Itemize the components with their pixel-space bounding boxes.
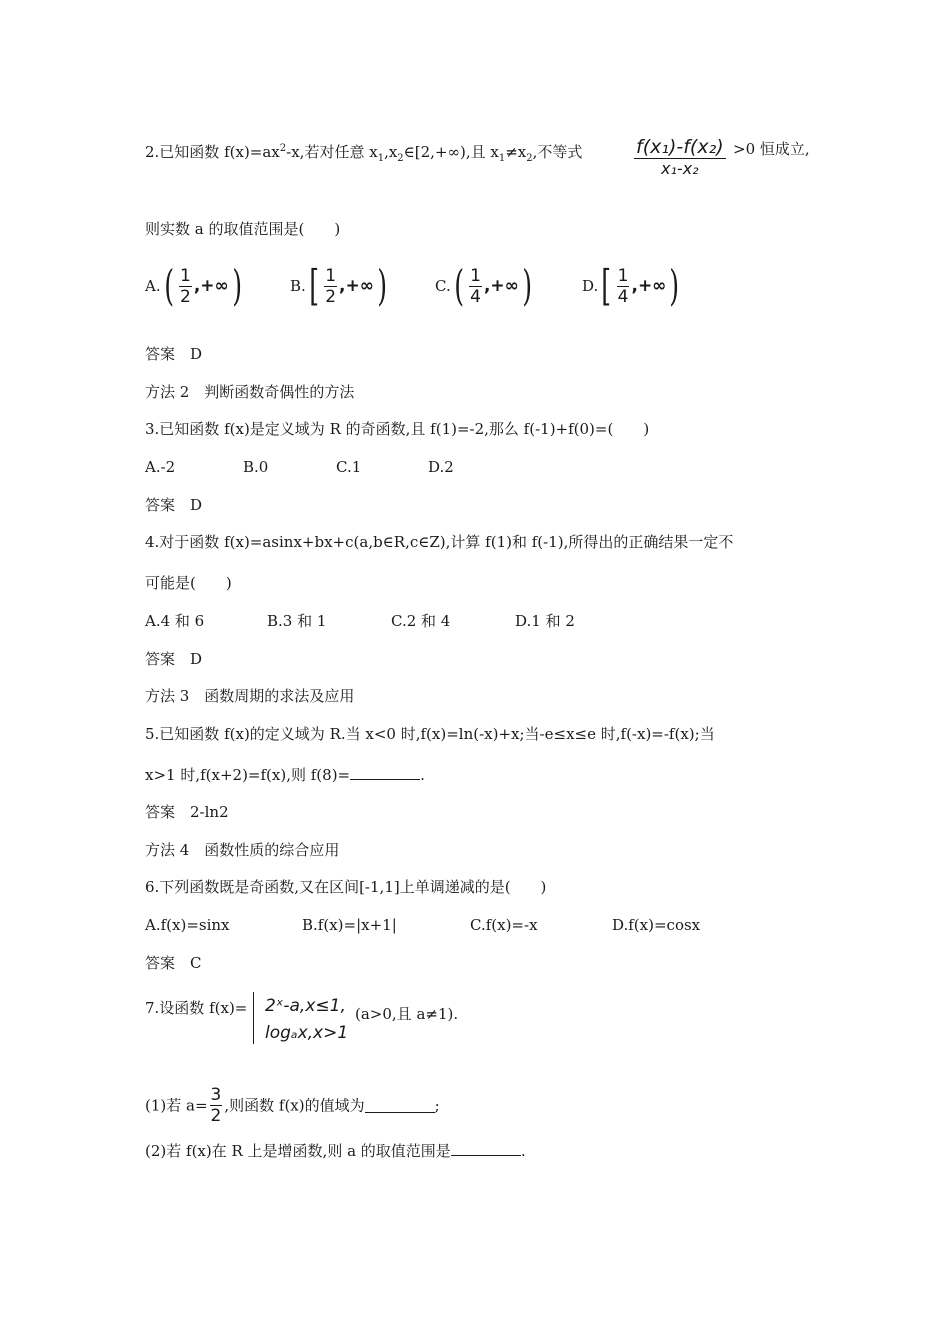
- fraction-numerator: 1: [617, 265, 629, 286]
- q7-stem-part: 7.设函数 f(x)=: [145, 999, 248, 1017]
- fraction-denominator: 4: [617, 286, 629, 307]
- option-label: B.: [290, 277, 306, 295]
- q2-stem-part: ∈[2,+∞),且 x: [403, 143, 499, 161]
- q4-option-b: B.3 和 1: [267, 612, 327, 630]
- q7-part-1: [145, 1085, 440, 1126]
- q5-stem-line2: [145, 765, 425, 784]
- answer-blank: [365, 1098, 435, 1113]
- q2-option-a: [145, 261, 245, 310]
- q7-condition: (a>0,且 a≠1).: [355, 1005, 459, 1023]
- q3-answer: 答案 D: [145, 496, 203, 514]
- fraction-numerator: 1: [470, 265, 481, 286]
- method-4-heading: 方法 4 函数性质的综合应用: [145, 841, 340, 859]
- fraction-numerator: 1: [180, 265, 191, 286]
- q7-part-2-text: .: [520, 1142, 526, 1160]
- right-bracket: ): [669, 261, 680, 310]
- left-bracket: [: [601, 261, 612, 310]
- option-infinity: ,+∞: [339, 276, 374, 296]
- fraction-denominator: 4: [470, 286, 481, 307]
- q4-option-c: C.2 和 4: [391, 612, 451, 630]
- q3-option-c: C.1: [336, 458, 362, 476]
- q2-stem-part: -x,若对任意 x: [286, 143, 378, 161]
- fraction-denominator: x₁-x₂: [661, 159, 699, 178]
- fraction-numerator: 3: [210, 1085, 222, 1105]
- q3-option-a: A.-2: [145, 458, 176, 476]
- q3-stem: 3.已知函数 f(x)是定义域为 R 的奇函数,且 f(1)=-2,那么 f(-1)+f(0)=( ): [145, 420, 650, 438]
- subscript: 2: [397, 153, 404, 164]
- right-bracket: ): [522, 261, 532, 310]
- option-infinity: ,+∞: [193, 276, 229, 296]
- q7-stem: [145, 997, 247, 1018]
- q7-part-1-text: ;: [434, 1096, 440, 1115]
- option-fraction: [617, 266, 630, 307]
- q2-stem-part: ,不等式: [532, 143, 583, 161]
- q6-option-a: A.f(x)=sinx: [145, 916, 230, 934]
- q2-answer: 答案 D: [145, 345, 203, 363]
- subscript: 1: [498, 153, 506, 164]
- left-bracket: (: [453, 261, 464, 310]
- q5-stem-line1: 5.已知函数 f(x)的定义域为 R.当 x<0 时,f(x)=ln(-x)+x;当-e≤x≤e 时,f(-x)=-f(x);当: [145, 725, 715, 743]
- method-3-heading: 方法 3 函数周期的求法及应用: [145, 687, 355, 705]
- option-infinity: ,+∞: [483, 276, 519, 296]
- subscript: 1: [377, 153, 385, 164]
- q7-part-1-text: ,则函数 f(x)的值域为: [224, 1096, 365, 1115]
- left-bracket: (: [163, 261, 174, 310]
- q4-option-a: A.4 和 6: [145, 612, 205, 630]
- q2-stem: [145, 140, 582, 168]
- superscript: 2: [279, 143, 287, 154]
- left-bracket: [: [309, 261, 319, 310]
- fraction-denominator: 2: [180, 286, 191, 307]
- q5-stem-part: x>1 时,f(x+2)=f(x),则 f(8)=: [145, 766, 351, 784]
- q7-part-1-text: (1)若 a=: [145, 1096, 208, 1115]
- q2-option-d: [582, 261, 683, 310]
- q5-stem-part: .: [420, 766, 425, 784]
- option-fraction: [324, 266, 337, 307]
- option-label: C.: [435, 277, 451, 295]
- piecewise-brace: [253, 992, 262, 1044]
- q6-option-d: D.f(x)=cosx: [612, 916, 701, 934]
- q2-option-b: [290, 261, 390, 310]
- q3-option-b: B.0: [243, 458, 269, 476]
- q2-stem-line2: 则实数 a 的取值范围是( ): [145, 220, 341, 238]
- option-label: D.: [582, 277, 599, 295]
- q6-option-c: C.f(x)=-x: [470, 916, 538, 934]
- q5-answer: 答案 2-ln2: [145, 803, 229, 821]
- q2-inequality-fraction: [634, 136, 726, 178]
- q4-answer: 答案 D: [145, 650, 203, 668]
- answer-blank: [451, 1141, 521, 1156]
- option-fraction: [469, 266, 482, 307]
- q6-stem: 6.下列函数既是奇函数,又在区间[-1,1]上单调递减的是( ): [145, 878, 547, 896]
- q6-answer: 答案 C: [145, 954, 202, 972]
- q2-stem-part: ≠x: [505, 143, 527, 161]
- q4-stem-line2: 可能是( ): [145, 574, 232, 592]
- q2-stem-part: 2.已知函数 f(x)=ax: [145, 143, 280, 161]
- q7-case-1: 2ˣ-a,x≤1,: [265, 996, 346, 1016]
- right-bracket: ): [377, 261, 388, 310]
- answer-blank: [350, 765, 420, 780]
- fraction-denominator: 2: [210, 1106, 222, 1126]
- q2-option-c: [435, 261, 535, 310]
- option-infinity: ,+∞: [631, 276, 667, 296]
- subscript: 2: [526, 153, 533, 164]
- q4-option-d: D.1 和 2: [515, 612, 575, 630]
- q7-part-2-text: (2)若 f(x)在 R 上是增函数,则 a 的取值范围是: [145, 1142, 451, 1160]
- q7-case-2: logₐx,x>1: [265, 1023, 349, 1043]
- q2-stem-part: ,x: [384, 143, 398, 161]
- fraction-numerator: f(x₁)-f(x₂): [636, 136, 724, 158]
- method-2-heading: 方法 2 判断函数奇偶性的方法: [145, 383, 355, 401]
- option-label: A.: [145, 277, 161, 295]
- option-fraction: [179, 266, 192, 307]
- q7-part-2: [145, 1141, 526, 1160]
- q7-a-fraction: [210, 1085, 223, 1126]
- q4-stem-line1: 4.对于函数 f(x)=asinx+bx+c(a,b∈R,c∈Z),计算 f(1)和 f(-1),所得出的正确结果一定不: [145, 533, 734, 551]
- q6-option-b: B.f(x)=|x+1|: [302, 916, 397, 934]
- q2-stem-tail: >0 恒成立,: [733, 140, 810, 158]
- fraction-numerator: 1: [325, 265, 337, 286]
- q3-option-d: D.2: [428, 458, 454, 476]
- right-bracket: ): [231, 261, 242, 310]
- fraction-denominator: 2: [325, 286, 337, 307]
